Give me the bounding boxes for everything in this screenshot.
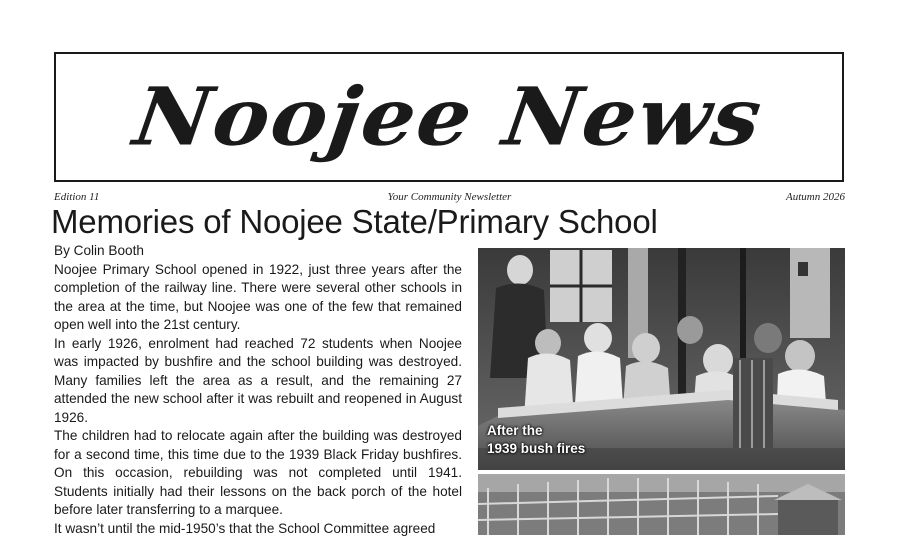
photo-caption <box>487 422 585 458</box>
article-paragraph: It wasn’t until the mid-1950’s that the School Committee agreed <box>54 520 462 538</box>
article-paragraph: In early 1926, enrolment had reached 72 students when Noojee was impacted by bushfire and the school building was destroyed. Many families left the area as a result, and the remaining 27 attended the new school after it was rebuilt and reopened in August 1926. <box>54 335 462 428</box>
masthead-banner <box>54 52 844 182</box>
issue-season: Autumn 2026 <box>786 191 845 203</box>
article-body <box>54 242 462 538</box>
article-headline: Memories of Noojee State/Primary School <box>51 203 658 241</box>
tagline: Your Community Newsletter <box>54 191 845 203</box>
photo-caption-line: After the <box>487 422 585 440</box>
classroom-photo <box>478 248 845 535</box>
article-paragraph: The children had to relocate again after the building was destroyed for a second time, this time due to the 1939 Black Friday bushfires. On this occasion, rebuilding was not completed until 1941. Students initially had their lessons on the back porch of the hotel before later transferring to a marquee. <box>54 427 462 520</box>
classroom-photo-image <box>478 248 845 535</box>
article-paragraph: Noojee Primary School opened in 1922, just three years after the completion of the railway line. There were several other schools in the area at the time, but Noojee was one of the few that remained open well into the 21st century. <box>54 261 462 335</box>
photo-caption-line: 1939 bush fires <box>487 440 585 458</box>
article-byline: By Colin Booth <box>54 242 462 261</box>
newsletter-title: Noojee News <box>130 77 768 157</box>
edition-number: Edition 11 <box>54 191 99 203</box>
